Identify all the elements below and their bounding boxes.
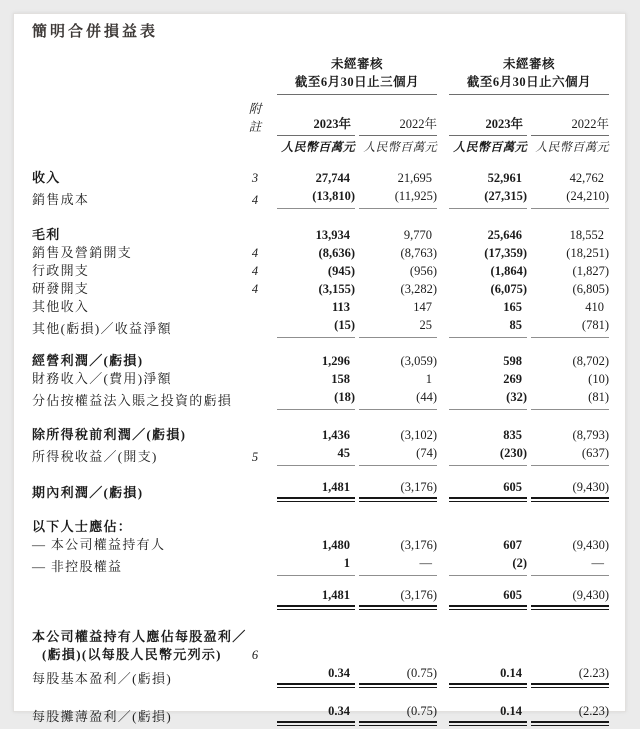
cell-value	[531, 226, 609, 244]
row-note-reference: 3	[251, 171, 259, 185]
cell-value-text: (3,059)	[400, 354, 437, 368]
cell-value-text: 13,934	[315, 228, 350, 242]
cell-value-text: (17,359)	[484, 246, 527, 260]
cell-value-text: 607	[503, 538, 522, 552]
cell-value-text: (9,430)	[531, 586, 609, 607]
row-label: 每股攤薄盈利／(虧損)	[32, 709, 172, 724]
table-row	[32, 554, 609, 576]
cell-value	[449, 536, 527, 554]
table-row	[32, 426, 609, 444]
row-spacer	[32, 502, 609, 518]
year-header-2022-q: 2022年	[359, 115, 437, 136]
cell-value	[277, 426, 355, 444]
row-label: 其他(虧損)／收益淨額	[32, 321, 172, 336]
cell-value-text: 165	[503, 300, 522, 314]
cell-value	[449, 187, 527, 209]
row-label: 銷售及營銷開支	[32, 245, 133, 260]
cell-value	[531, 187, 609, 209]
table-row	[32, 370, 609, 388]
cell-value-text: 85	[509, 318, 522, 332]
year-header-2023-h: 2023年	[449, 115, 527, 136]
cell-value-text: 605	[449, 586, 527, 607]
cell-value-text: 1,296	[321, 354, 350, 368]
cell-value	[531, 244, 609, 262]
row-label: 其他收入	[32, 299, 90, 314]
document-page	[13, 13, 626, 724]
cell-value	[277, 169, 355, 187]
cell-value-text: (1,864)	[490, 264, 527, 278]
cell-value	[359, 262, 437, 280]
cell-value	[531, 280, 609, 298]
cell-value-text: (9,430)	[572, 538, 609, 552]
cell-value	[277, 664, 355, 688]
cell-value-text: 158	[331, 372, 350, 386]
header-period-six-months: 截至6月30日止六個月	[449, 73, 609, 95]
row-label: — 非控股權益	[32, 559, 123, 574]
cell-value	[449, 702, 527, 726]
cell-value-text: (18,251)	[566, 246, 609, 260]
cell-value	[449, 352, 527, 370]
cell-value	[449, 262, 527, 280]
cell-value	[359, 298, 437, 316]
row-label: 收入	[32, 170, 61, 185]
cell-value-text: 0.34	[277, 702, 355, 723]
table-row	[32, 316, 609, 338]
cell-value-text: —	[419, 556, 432, 570]
cell-value-text: 1,481	[277, 586, 355, 607]
cell-value-text: 0.14	[449, 702, 527, 723]
cell-value	[359, 586, 437, 610]
page-title: 簡明合併損益表	[32, 23, 159, 40]
notes-column-header: 附註	[248, 102, 262, 134]
cell-value-text: (3,176)	[359, 586, 437, 607]
cell-value-text: (15)	[334, 318, 355, 332]
row-spacer	[32, 338, 609, 352]
cell-value-text: 25,646	[487, 228, 522, 242]
row-label: 毛利	[32, 227, 61, 242]
cell-value	[359, 169, 437, 187]
cell-value-text: 9,770	[403, 228, 432, 242]
cell-value	[359, 388, 437, 410]
cell-value-text: 1	[343, 556, 350, 570]
cell-value-text: (6,075)	[490, 282, 527, 296]
row-label: 財務收入／(費用)淨額	[32, 371, 172, 386]
table-row	[32, 444, 609, 466]
cell-value-text: 410	[585, 300, 604, 314]
cell-value-text: —	[591, 556, 604, 570]
row-label: 期內利潤／(虧損)	[32, 485, 144, 500]
cell-value	[277, 262, 355, 280]
cell-value	[531, 536, 609, 554]
row-label: 分佔按權益法入賬之投資的虧損	[32, 393, 233, 408]
cell-value	[531, 298, 609, 316]
cell-value	[449, 664, 527, 688]
table-row	[32, 628, 609, 646]
row-label: 所得稅收益／(開支)	[32, 449, 158, 464]
row-label: 經營利潤／(虧損)	[32, 353, 144, 368]
cell-value	[449, 169, 527, 187]
cell-value	[359, 536, 437, 554]
cell-value-text: (9,430)	[531, 478, 609, 499]
cell-value-text: (945)	[327, 264, 355, 278]
table-row	[32, 262, 609, 280]
cell-value	[449, 280, 527, 298]
table-row	[32, 244, 609, 262]
header-period-row	[32, 73, 609, 95]
row-spacer	[32, 466, 609, 478]
header-period-three-months: 截至6月30日止三個月	[277, 73, 437, 95]
cell-value	[531, 478, 609, 502]
cell-value-text: (3,176)	[359, 478, 437, 499]
row-spacer	[32, 610, 609, 628]
cell-value	[359, 370, 437, 388]
cell-value-text: (2)	[512, 556, 527, 570]
cell-value-text: (11,925)	[394, 189, 437, 203]
cell-value	[531, 169, 609, 187]
table-rows	[32, 169, 609, 726]
cell-value-text: (27,315)	[484, 189, 527, 203]
income-statement-table	[32, 57, 609, 726]
cell-value	[449, 298, 527, 316]
cell-value-text: (3,282)	[400, 282, 437, 296]
cell-value	[359, 316, 437, 338]
row-spacer	[32, 688, 609, 702]
cell-value	[531, 426, 609, 444]
row-label: 以下人士應佔：	[32, 519, 133, 534]
row-spacer	[32, 209, 609, 226]
cell-value-text: (8,793)	[572, 428, 609, 442]
cell-value-text: (0.75)	[359, 702, 437, 723]
row-note-reference: 4	[251, 193, 259, 207]
cell-value-text: 1,480	[321, 538, 350, 552]
cell-value	[359, 702, 437, 726]
cell-value-text: (18)	[334, 390, 355, 404]
cell-value	[359, 244, 437, 262]
table-row	[32, 187, 609, 209]
table-row	[32, 586, 609, 610]
row-label: — 本公司權益持有人	[32, 537, 166, 552]
cell-value	[449, 226, 527, 244]
table-row	[32, 352, 609, 370]
cell-value-text: (32)	[506, 390, 527, 404]
cell-value	[277, 536, 355, 554]
row-note-reference: 4	[251, 264, 259, 278]
header-unaudited-q: 未經審核	[330, 57, 383, 71]
cell-value	[359, 280, 437, 298]
cell-value	[277, 554, 355, 576]
cell-value	[277, 352, 355, 370]
cell-value	[531, 262, 609, 280]
table-row	[32, 646, 609, 664]
cell-value	[359, 478, 437, 502]
cell-value	[449, 388, 527, 410]
cell-value-text: (637)	[581, 446, 609, 460]
cell-value	[531, 702, 609, 726]
table-row	[32, 388, 609, 410]
cell-value-text: (44)	[416, 390, 437, 404]
row-spacer	[32, 410, 609, 426]
cell-value-text: (781)	[581, 318, 609, 332]
cell-value	[359, 444, 437, 466]
currency-label: 人民幣百萬元	[281, 140, 355, 154]
table-row	[32, 702, 609, 726]
currency-label: 人民幣百萬元	[453, 140, 527, 154]
cell-value-text: (956)	[409, 264, 437, 278]
cell-value	[531, 370, 609, 388]
cell-value	[359, 426, 437, 444]
cell-value-text: 1,481	[277, 478, 355, 499]
cell-value-text: 18,552	[569, 228, 604, 242]
cell-value	[359, 226, 437, 244]
cell-value	[277, 298, 355, 316]
cell-value	[277, 280, 355, 298]
table-row	[32, 169, 609, 187]
cell-value-text: (8,763)	[400, 246, 437, 260]
cell-value	[449, 586, 527, 610]
cell-value	[449, 478, 527, 502]
cell-value-text: (0.75)	[359, 664, 437, 685]
cell-value-text: 25	[419, 318, 432, 332]
cell-value-text: (2.23)	[531, 664, 609, 685]
row-note-reference: 6	[251, 648, 259, 662]
table-row	[32, 226, 609, 244]
cell-value	[449, 426, 527, 444]
cell-value	[359, 664, 437, 688]
row-label: 銷售成本	[32, 192, 90, 207]
year-header-2023-q: 2023年	[277, 115, 355, 136]
cell-value-text: (8,702)	[572, 354, 609, 368]
cell-value	[277, 702, 355, 726]
currency-label: 人民幣百萬元	[363, 140, 437, 154]
cell-value	[277, 244, 355, 262]
cell-value	[449, 444, 527, 466]
cell-value-text: 27,744	[315, 171, 350, 185]
cell-value-text: 0.14	[449, 664, 527, 685]
row-label: 除所得稅前利潤／(虧損)	[32, 427, 187, 442]
cell-value	[277, 586, 355, 610]
cell-value	[277, 370, 355, 388]
cell-value	[277, 187, 355, 209]
cell-value	[277, 478, 355, 502]
row-note-reference: 4	[251, 282, 259, 296]
cell-value-text: (1,827)	[572, 264, 609, 278]
cell-value	[277, 316, 355, 338]
cell-value	[531, 664, 609, 688]
header-unaudited-h: 未經審核	[502, 57, 555, 71]
table-row	[32, 518, 609, 536]
cell-value	[531, 586, 609, 610]
row-label: 每股基本盈利／(虧損)	[32, 671, 172, 686]
cell-value	[359, 352, 437, 370]
cell-value	[531, 352, 609, 370]
cell-value-text: 45	[337, 446, 350, 460]
cell-value-text: (74)	[416, 446, 437, 460]
row-label: 本公司權益持有人應佔每股盈利／	[32, 629, 247, 644]
table-row	[32, 664, 609, 688]
cell-value-text: (3,155)	[318, 282, 355, 296]
header-currency-row	[32, 138, 609, 156]
cell-value-text: (3,102)	[400, 428, 437, 442]
cell-value	[359, 187, 437, 209]
cell-value-text: 269	[503, 372, 522, 386]
cell-value	[531, 316, 609, 338]
cell-value-text: 21,695	[397, 171, 432, 185]
header-unaudited-row	[32, 57, 609, 71]
row-label: 研發開支	[32, 281, 90, 296]
cell-value	[449, 316, 527, 338]
table-row	[32, 536, 609, 554]
cell-value-text: 147	[413, 300, 432, 314]
cell-value-text: (6,805)	[572, 282, 609, 296]
table-row	[32, 280, 609, 298]
cell-value-text: 52,961	[487, 171, 522, 185]
table-row	[32, 478, 609, 502]
cell-value	[359, 554, 437, 576]
cell-value-text: (13,810)	[312, 189, 355, 203]
cell-value-text: 1	[425, 372, 432, 386]
cell-value	[277, 444, 355, 466]
row-spacer	[32, 576, 609, 586]
cell-value	[531, 388, 609, 410]
row-label: (虧損)(以每股人民幣元列示)	[42, 647, 222, 662]
cell-value-text: (2.23)	[531, 702, 609, 723]
header-years-row	[32, 100, 609, 136]
cell-value-text: (10)	[588, 372, 609, 386]
cell-value-text: 598	[503, 354, 522, 368]
table-row	[32, 298, 609, 316]
cell-value	[531, 444, 609, 466]
cell-value-text: 605	[449, 478, 527, 499]
cell-value	[449, 554, 527, 576]
cell-value-text: 0.34	[277, 664, 355, 685]
cell-value	[449, 370, 527, 388]
cell-value	[531, 554, 609, 576]
cell-value	[449, 244, 527, 262]
cell-value-text: 113	[331, 300, 350, 314]
cell-value-text: 835	[503, 428, 522, 442]
cell-value-text: (8,636)	[318, 246, 355, 260]
cell-value-text: 42,762	[569, 171, 604, 185]
row-note-reference: 5	[251, 450, 259, 464]
cell-value-text: (230)	[499, 446, 527, 460]
year-header-2022-h: 2022年	[531, 115, 609, 136]
row-label: 行政開支	[32, 263, 90, 278]
cell-value	[277, 388, 355, 410]
row-note-reference: 4	[251, 246, 259, 260]
cell-value-text: (24,210)	[566, 189, 609, 203]
cell-value-text: 1,436	[321, 428, 350, 442]
cell-value-text: (81)	[588, 390, 609, 404]
cell-value-text: (3,176)	[400, 538, 437, 552]
cell-value	[277, 226, 355, 244]
currency-label: 人民幣百萬元	[535, 140, 609, 154]
